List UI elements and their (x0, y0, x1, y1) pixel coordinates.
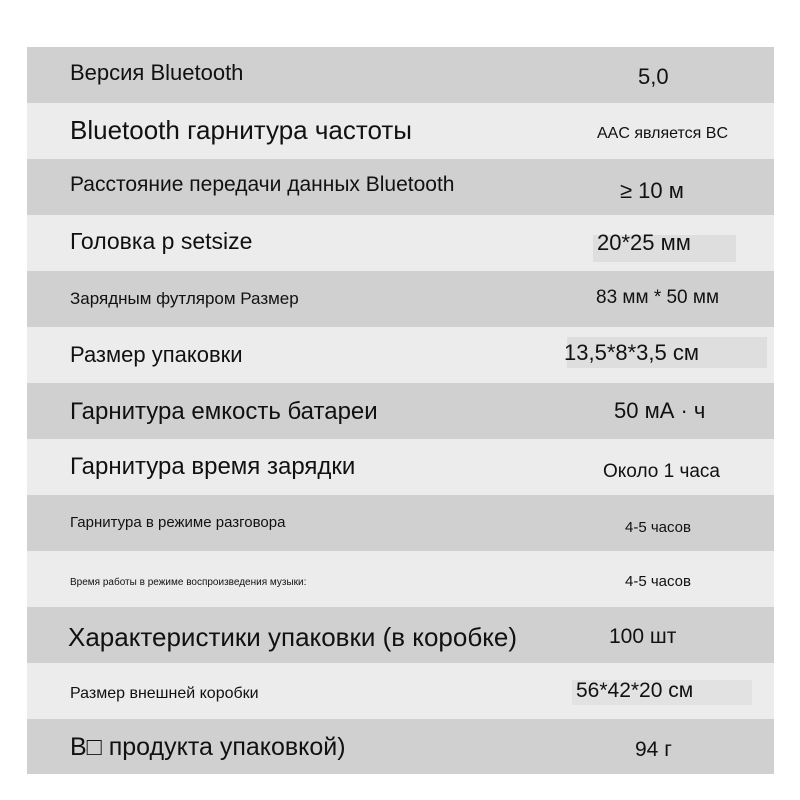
spec-value: 94 г (635, 738, 672, 761)
spec-row-transfer-distance (27, 159, 774, 215)
spec-label: В□ продукта упаковкой) (70, 733, 346, 761)
spec-label: Размер внешней коробки (70, 685, 259, 702)
spec-label: Версия Bluetooth (70, 60, 244, 85)
spec-label: Головка p setsize (70, 228, 253, 254)
spec-value: 20*25 мм (597, 230, 691, 255)
spec-value: 4-5 часов (625, 573, 691, 590)
spec-value: 5,0 (638, 64, 669, 89)
spec-label: Зарядным футляром Размер (70, 289, 299, 308)
spec-value: 100 шт (609, 625, 677, 648)
spec-row-music-time (27, 551, 774, 607)
spec-value: 13,5*8*3,5 см (564, 340, 699, 365)
spec-value: 56*42*20 см (576, 679, 694, 702)
spec-value: AAC является BC (597, 125, 728, 142)
spec-table (27, 47, 774, 774)
spec-row-bluetooth-version (27, 47, 774, 103)
spec-value: ≥ 10 м (620, 178, 684, 203)
spec-row-bluetooth-frequency (27, 103, 774, 159)
spec-value: Около 1 часа (603, 461, 720, 482)
spec-row-outer-box-size (27, 663, 774, 719)
spec-label: Гарнитура время зарядки (70, 453, 356, 480)
spec-row-package-size (27, 327, 774, 383)
spec-value: 50 мА · ч (614, 398, 706, 423)
spec-label: Характеристики упаковки (в коробке) (68, 622, 518, 652)
spec-row-package-quantity (27, 607, 774, 663)
spec-value: 4-5 часов (625, 519, 691, 536)
spec-label: Bluetooth гарнитура частоты (70, 115, 412, 145)
spec-label: Расстояние передачи данных Bluetooth (70, 173, 455, 196)
spec-row-product-weight (27, 719, 774, 774)
spec-row-charging-time (27, 439, 774, 495)
spec-label: Время работы в режиме воспроизведения музыки: (70, 577, 307, 588)
spec-value: 83 мм * 50 мм (596, 287, 720, 308)
spec-row-head-size (27, 215, 774, 271)
spec-row-battery-capacity (27, 383, 774, 439)
spec-row-case-size (27, 271, 774, 327)
spec-label: Размер упаковки (70, 342, 243, 367)
spec-label: Гарнитура в режиме разговора (70, 514, 286, 531)
spec-row-talk-time (27, 495, 774, 551)
spec-label: Гарнитура емкость батареи (70, 398, 378, 425)
